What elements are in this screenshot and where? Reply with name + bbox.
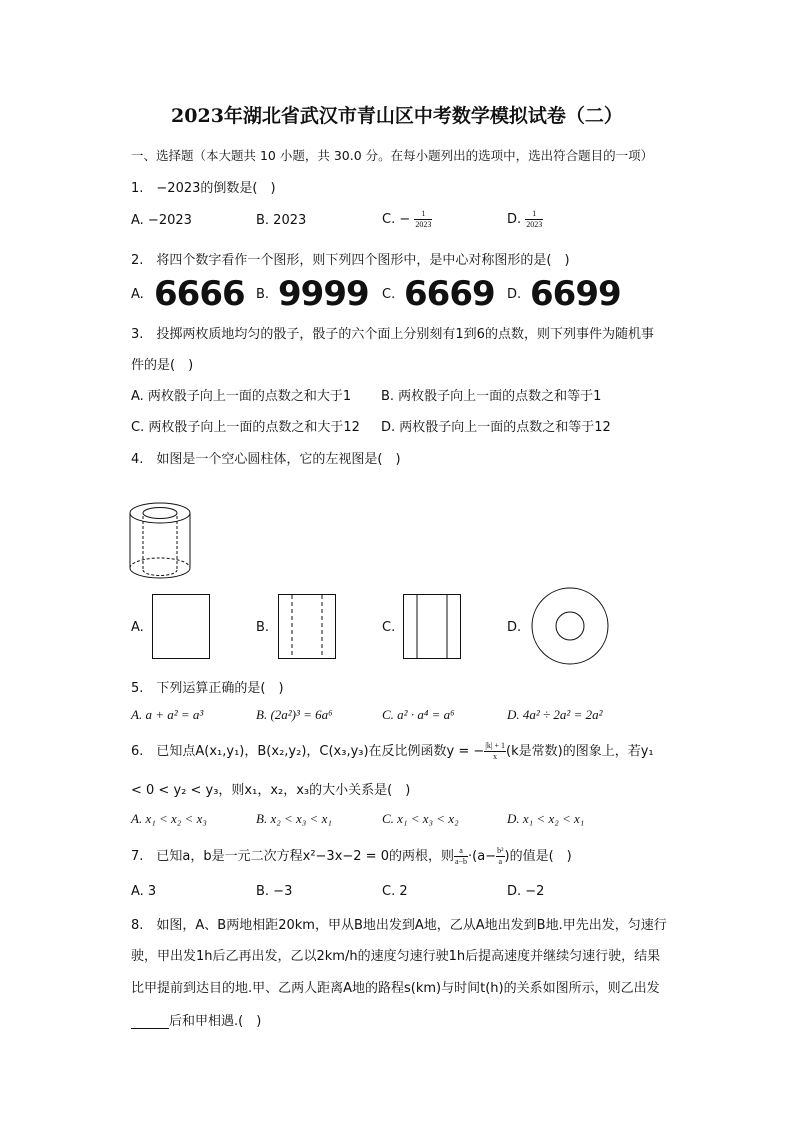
q3-option-c: C. 两枚骰子向上一面的点数之和大于12 bbox=[131, 420, 360, 435]
q1-option-c bbox=[382, 209, 432, 230]
q1-option-c-sign: − bbox=[399, 212, 411, 227]
answer-blank bbox=[131, 1016, 169, 1029]
q3-option-b: B. 两枚骰子向上一面的点数之和等于1 bbox=[381, 389, 602, 404]
q2-option-b-figure: 9999 bbox=[278, 274, 369, 314]
q1-option-a: A. −2023 bbox=[131, 213, 192, 228]
question-8-line2: 驶，甲出发1h后乙再出发，乙以2km/h的速度匀速行驶1h后提高速度并继续匀速行驶，结果 bbox=[131, 949, 661, 964]
q6-option-b: B. x₂ < x₃ < x₁ bbox=[256, 811, 332, 826]
q6-text-pre: 6. 已知点A(x₁,y₁)，B(x₂,y₂)，C(x₃,y₃)在反比例函数y = − bbox=[131, 744, 485, 759]
q8-line4-text: 后和甲相遇.( ) bbox=[169, 1014, 262, 1029]
q1-option-c-label: C. bbox=[382, 212, 396, 227]
q7-text-post: )的值是( ) bbox=[504, 849, 572, 864]
section-heading: 一、选择题（本大题共 10 小题，共 30.0 分。在每小题列出的选项中，选出符合题目的一项） bbox=[131, 148, 654, 163]
q4-option-c-label: C. bbox=[382, 620, 396, 635]
page-title: 2023年湖北省武汉市青山区中考数学模拟试卷（二） bbox=[171, 105, 623, 127]
q2-option-c-label: C. bbox=[382, 287, 396, 302]
q5-option-b: B. (2a²)³ = 6a⁶ bbox=[256, 707, 333, 722]
question-8-line4 bbox=[131, 1010, 261, 1029]
q6-option-d: D. x₁ < x₂ < x₁ bbox=[507, 811, 585, 826]
q4-option-a-figure bbox=[152, 594, 210, 660]
q7-fraction-1: $\frac{a}{a-b}$ bbox=[454, 846, 468, 866]
question-7-stem bbox=[131, 845, 572, 867]
q1-option-d bbox=[507, 209, 543, 230]
q2-option-d-figure: 6699 bbox=[530, 274, 621, 314]
q3-option-d: D. 两枚骰子向上一面的点数之和等于12 bbox=[381, 420, 611, 435]
question-2-stem: 2. 将四个数字看作一个图形，则下列四个图形中，是中心对称图形的是( ) bbox=[131, 253, 570, 268]
q1-option-c-fraction: $\frac{1}{2023}$ bbox=[415, 209, 432, 229]
q2-option-c-figure: 6669 bbox=[404, 274, 495, 314]
q5-option-a: A. a + a² = a³ bbox=[131, 707, 204, 722]
q6-fraction: $\frac{|k| + 1}{x}$ bbox=[485, 741, 506, 761]
q5-option-d: D. 4a² ÷ 2a² = 2a² bbox=[507, 707, 603, 722]
q7-text-mid: ·(a− bbox=[468, 849, 497, 864]
q1-option-b: B. 2023 bbox=[256, 213, 307, 228]
q6-option-c: C. x₁ < x₃ < x₂ bbox=[382, 811, 459, 826]
question-5-stem: 5. 下列运算正确的是( ) bbox=[131, 681, 284, 696]
q4-option-d-figure bbox=[530, 586, 612, 668]
q6-option-a: A. x₁ < x₂ < x₃ bbox=[131, 811, 207, 826]
q7-fraction-2: $\frac{\text{b²}}{a}$ bbox=[497, 846, 504, 866]
question-1-stem: 1. −2023的倒数是( ) bbox=[131, 181, 276, 196]
question-3-stem-line1: 3. 投掷两枚质地均匀的骰子，骰子的六个面上分别刻有1到6的点数，则下列事件为随机事 bbox=[131, 327, 654, 342]
q4-option-b-figure bbox=[278, 594, 336, 660]
q7-text-pre: 7. 已知a，b是一元二次方程x²−3x−2 = 0的两根，则 bbox=[131, 849, 454, 864]
q6-text-post: (k是常数)的图象上，若y₁ bbox=[506, 744, 654, 759]
q3-option-a: A. 两枚骰子向上一面的点数之和大于1 bbox=[131, 389, 352, 404]
question-3-stem-line2: 件的是( ) bbox=[131, 358, 194, 373]
q4-option-d-label: D. bbox=[507, 620, 522, 635]
question-8-line3: 比甲提前到达目的地.甲、乙两人距离A地的路程s(km)与时间t(h)的关系如图所示，则乙出发 bbox=[131, 981, 660, 996]
question-8-line1: 8. 如图，A、B两地相距20km，甲从B地出发到A地，乙从A地出发到B地.甲先出发，匀速行 bbox=[131, 918, 667, 933]
q7-option-c: C. 2 bbox=[382, 884, 408, 899]
question-6-line1 bbox=[131, 740, 654, 762]
q1-option-d-fraction: $\frac{1}{2023}$ bbox=[526, 209, 543, 229]
q7-option-a: A. 3 bbox=[131, 884, 157, 899]
q5-option-c: C. a² · a⁴ = a⁶ bbox=[382, 707, 455, 722]
q4-option-c-figure bbox=[403, 594, 461, 660]
q4-option-b-label: B. bbox=[256, 620, 270, 635]
question-6-line2: < 0 < y₂ < y₃，则x₁，x₂，x₃的大小关系是( ) bbox=[131, 783, 411, 798]
q4-option-a-label: A. bbox=[131, 620, 144, 635]
hollow-cylinder-figure bbox=[128, 500, 192, 582]
question-4-stem: 4. 如图是一个空心圆柱体，它的左视图是( ) bbox=[131, 452, 401, 467]
q7-option-d: D. −2 bbox=[507, 884, 545, 899]
q2-option-d-label: D. bbox=[507, 287, 522, 302]
q2-option-b-label: B. bbox=[256, 287, 270, 302]
q2-option-a-label: A. bbox=[131, 287, 144, 302]
q1-option-d-label: D. bbox=[507, 212, 522, 227]
q2-option-a-figure: 6666 bbox=[154, 274, 245, 314]
q7-option-b: B. −3 bbox=[256, 884, 293, 899]
